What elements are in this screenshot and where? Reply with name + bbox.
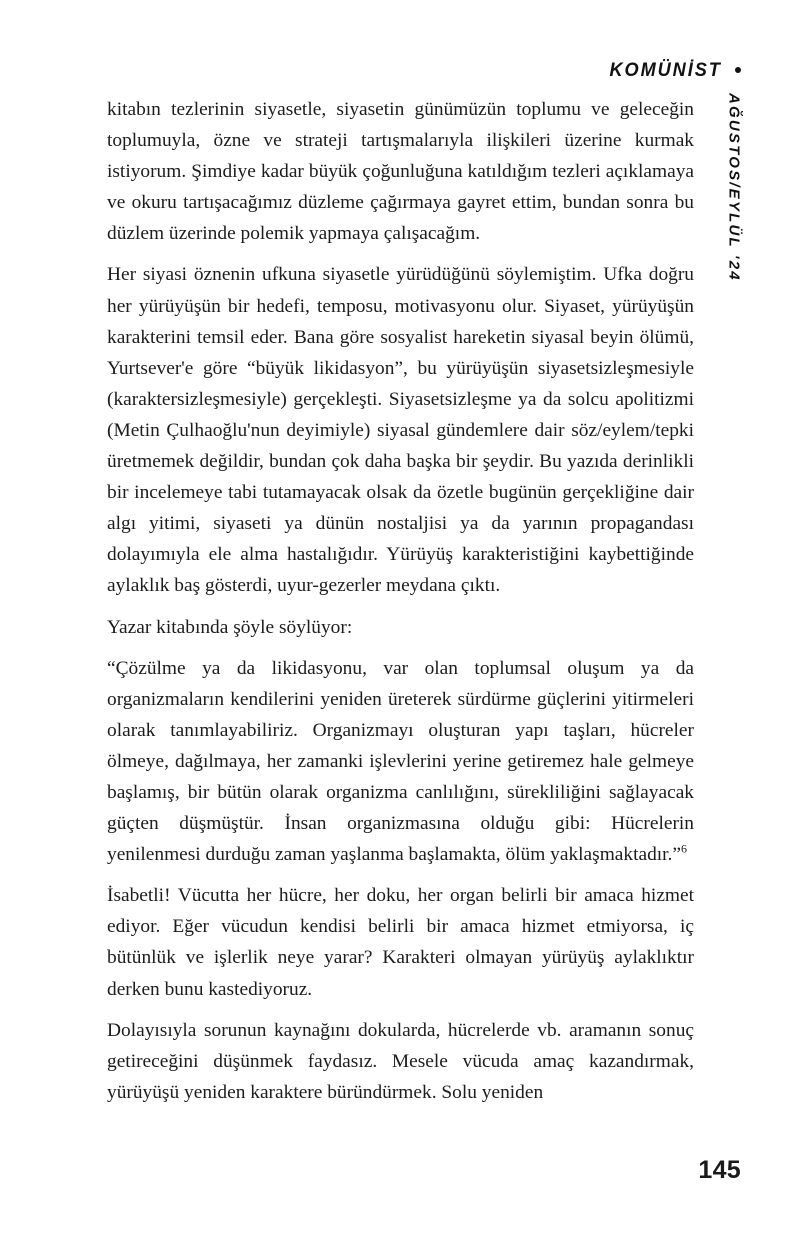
running-head	[601, 57, 741, 83]
paragraph-intro-quote: Yazar kitabında şöyle söylüyor:	[107, 616, 353, 638]
block-quote	[107, 653, 694, 871]
paragraph-5: Dolayısıyla sorunun kaynağını dokularda, hücrelerde vb. aramanın sonuç getireceğini düşünmek faydasız. Mesele vücuda amaç kazandırmak, yürüyüşü yeniden karaktere büründürmek. Solu yeniden	[107, 1019, 694, 1103]
paragraph-1: kitabın tezlerinin siyasetle, siyasetin günümüzün toplumu ve geleceğin toplumuyla, özne ve strateji tartışmalarıyla ilişkileri üzerine kurmak istiyorum. Şimdiye kadar büyük çoğunluğuna katıldığım tezleri açıklamaya ve okuru tartışacağımız düzleme çağırmaya gayret ettim, bundan sonra bu düzlem üzerinde polemik yapmaya çalışacağım.	[107, 99, 694, 245]
issue-date-vertical	[723, 93, 745, 283]
footnote-marker: 6	[681, 841, 688, 856]
paragraph-4: İsabetli! Vücutta her hücre, her doku, her organ belirli bir amaca hizmet ediyor. Eğer vücudun kendisi belirli bir amaca hizmet etmiyorsa, iç bütünlük ve işlerlik neye yarar? Karakteri olmayan yürüyüş aylaklıktır derken bunu kastediyoruz.	[107, 885, 694, 1000]
issue-date-label: AĞUSTOS/EYLÜL '24	[725, 93, 743, 282]
page-number: 145	[698, 1156, 741, 1184]
block-quote-text: “Çözülme ya da likidasyonu, var olan toplumsal oluşum ya da organizmaların kendilerini yeniden üreterek sürdürme güçlerini yitirmeleri olarak tanımlayabiliriz. Organizmayı oluşturan yapı taşları, hücreler ölmeye, dağılmaya, her zamanki işlevlerini yerine getiremez hale gelmeye başlamış, bir bütün olarak organizma canlılığını, sürekliliğini sağlayacak güçten düşmüştür. İnsan organizmasına olduğu gibi: Hücrelerin yenilenmesi durduğu zaman yaşlanma başlamakta, ölüm yaklaşmaktadır.”	[107, 657, 694, 866]
publication-title: KOMÜNİST	[609, 58, 722, 81]
body-text-column	[107, 94, 694, 1108]
paragraph-2: Her siyasi öznenin ufkuna siyasetle yürüdüğünü söylemiştim. Ufka doğru her yürüyüşün bir hedefi, temposu, motivasyonu olur. Siyaset, yürüyüşün karakterini temsil eder. Bana göre sosyalist hareketin siyasal beyin ölümü, Yurtsever'e göre “büyük likidasyon”, bu yürüyüşün siyasetsizleşmesiyle (karaktersizleşmesiyle) gerçekleşti. Siyasetsizleşme ya da solcu apolitizmi (Metin Çulhaoğlu'nun deyimiyle) siyasal gündemlere dair söz/eylem/tepki üretmemek değildir, bundan çok daha başka bir şeydir. Bu yazıda derinlikli bir incelemeye tabi tutamayacak olsak da özetle bugünün gerçekliğine dair algı yitimi, siyaseti ya dünün nostaljisi ya da yarının propagandası dolayımıyla ele alma hastalığıdır. Yürüyüş karakteristiğini kaybettiğinde aylaklık baş gösterdi, uyur-gezerler meydana çıktı.	[107, 264, 694, 597]
bullet-dot-icon	[735, 67, 741, 73]
